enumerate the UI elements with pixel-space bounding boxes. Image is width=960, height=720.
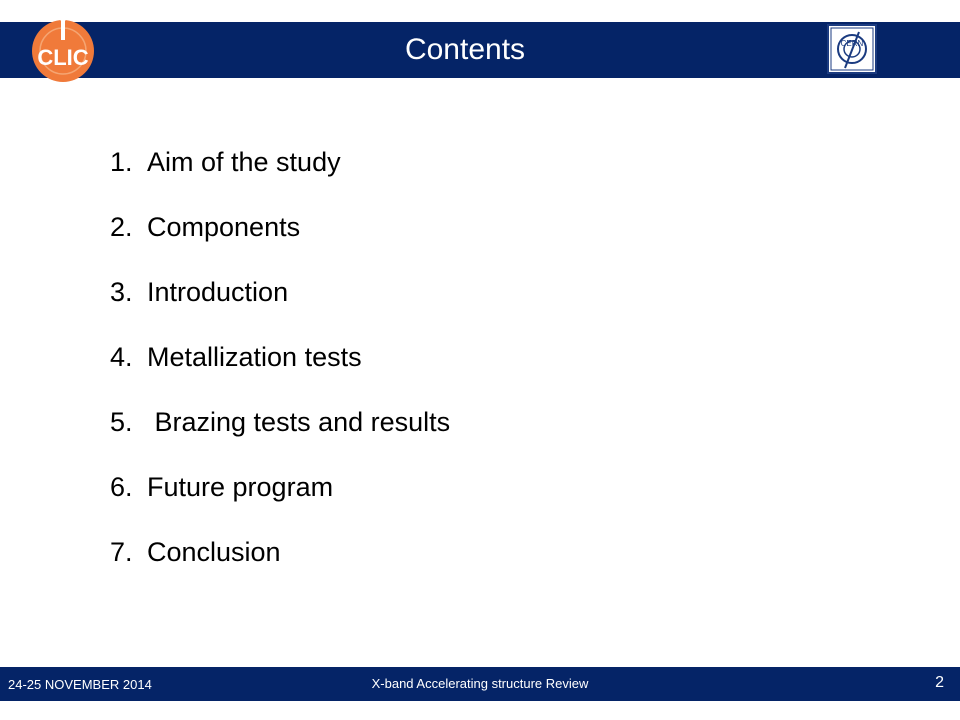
- toc-text: Metallization tests: [147, 342, 362, 372]
- footer-date: 24-25 NOVEMBER 2014: [8, 677, 152, 692]
- toc-text: Conclusion: [147, 537, 281, 567]
- toc-text: Future program: [147, 472, 334, 502]
- toc-number: 3.: [110, 277, 133, 307]
- toc-item: [110, 195, 450, 260]
- footer-title: X-band Accelerating structure Review: [371, 676, 589, 691]
- toc-item: [110, 390, 450, 455]
- toc-text: Aim of the study: [147, 147, 341, 177]
- toc-text: Components: [147, 212, 301, 242]
- cern-logo-text: CERN: [840, 39, 864, 48]
- svg-text:CLIC: CLIC: [37, 45, 89, 70]
- toc-text: Brazing tests and results: [147, 407, 451, 437]
- toc-number: 1.: [110, 147, 133, 177]
- slide-title: Contents: [404, 33, 526, 66]
- table-of-contents: [110, 130, 450, 585]
- toc-item: [110, 520, 450, 585]
- toc-text: Introduction: [147, 277, 289, 307]
- toc-item: [110, 455, 450, 520]
- toc-item: [110, 325, 450, 390]
- toc-number: 4.: [110, 342, 133, 372]
- cern-logo: [827, 24, 877, 74]
- page-number: 2: [935, 674, 944, 691]
- toc-item: [110, 130, 450, 195]
- toc-number: 2.: [110, 212, 133, 242]
- toc-item: [110, 260, 450, 325]
- toc-number: 6.: [110, 472, 133, 502]
- toc-number: 5.: [110, 407, 133, 437]
- toc-number: 7.: [110, 537, 133, 567]
